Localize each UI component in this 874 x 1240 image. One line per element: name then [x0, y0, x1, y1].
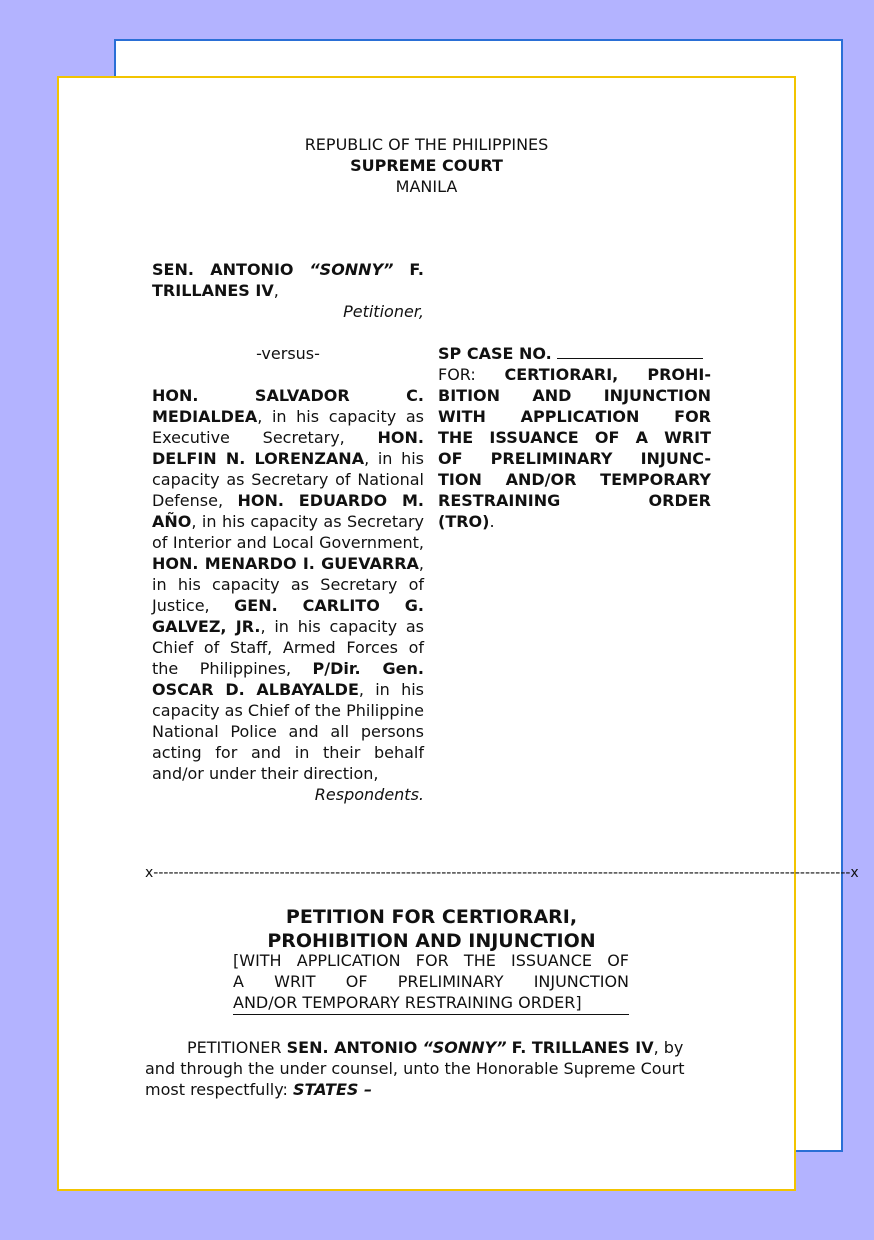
respondents-role: Respondents. [314, 785, 424, 804]
case-type-line-6: RESTRAINING ORDER [438, 491, 711, 510]
opening-paragraph: PETITIONER SEN. ANTONIO “SONNY” F. TRILLANES IV, by and through the under counsel, unto the Honorable Supreme Court most respectfully: STATES – [145, 1038, 685, 1099]
case-number-line: SP CASE NO. [438, 343, 711, 364]
republic-line: REPUBLIC OF THE PHILIPPINES [304, 135, 549, 154]
document-page [57, 76, 859, 1191]
subtitle-line2: A WRIT OF PRELIMINARY INJUNCTION [233, 972, 629, 991]
versus-label: -versus- [256, 344, 320, 363]
case-number-blank [557, 344, 703, 359]
petition-title-line1: PETITION FOR CERTIORARI, [285, 906, 578, 928]
petitioner-name-line2: TRILLANES IV, [152, 281, 279, 300]
subtitle-line3: AND/OR TEMPORARY RESTRAINING ORDER] [233, 993, 582, 1012]
petition-title-line2: PROHIBITION AND INJUNCTION [267, 930, 596, 952]
court-header [59, 134, 794, 197]
court-name: SUPREME COURT [350, 156, 503, 175]
petitioner-role: Petitioner, [343, 302, 424, 321]
case-type-line-4: OF PRELIMINARY INJUNC- [438, 449, 711, 468]
caption-divider: x------------------------------------------------------------------------------------------------------------------------------------------x [145, 865, 859, 881]
case-type-line-5: TION AND/OR TEMPORARY [438, 470, 711, 489]
petition-subtitle [233, 950, 629, 1015]
caption-left-column [152, 259, 424, 805]
respondents-paragraph: HON. SALVADOR C. MEDIALDEA, in his capacity as Executive Secretary, HON. DELFIN N. LORENZANA, in his capacity as Secretary of National Defense, HON. EDUARDO M. AÑO, in his capacity as Secretary of Interior and Local Government, HON. MENARDO I. GUEVARRA, in his capacity as Secretary of Justice, GEN. CARLITO G. GALVEZ, JR., in his capacity as Chief of Staff, Armed Forces of the Philippines, P/Dir. Gen. OSCAR D. ALBAYALDE, in his capacity as Chief of the Philippine National Police and all persons acting for and in their behalf and/or under their direction, [152, 386, 425, 783]
case-type-line-1: BITION AND INJUNCTION [438, 386, 711, 405]
court-city: MANILA [395, 177, 458, 196]
petition-title [59, 905, 804, 953]
case-type-line-7: (TRO). [438, 512, 495, 531]
petitioner-name-line1: SEN. ANTONIO “SONNY” F. [152, 260, 424, 279]
case-type-line-3: THE ISSUANCE OF A WRIT [438, 428, 711, 447]
case-details-column [438, 343, 711, 532]
subtitle-line1: [WITH APPLICATION FOR THE ISSUANCE OF [233, 951, 629, 970]
case-type-line-2: WITH APPLICATION FOR [438, 407, 711, 426]
case-type-line-0: FOR: CERTIORARI, PROHI- [438, 365, 711, 384]
